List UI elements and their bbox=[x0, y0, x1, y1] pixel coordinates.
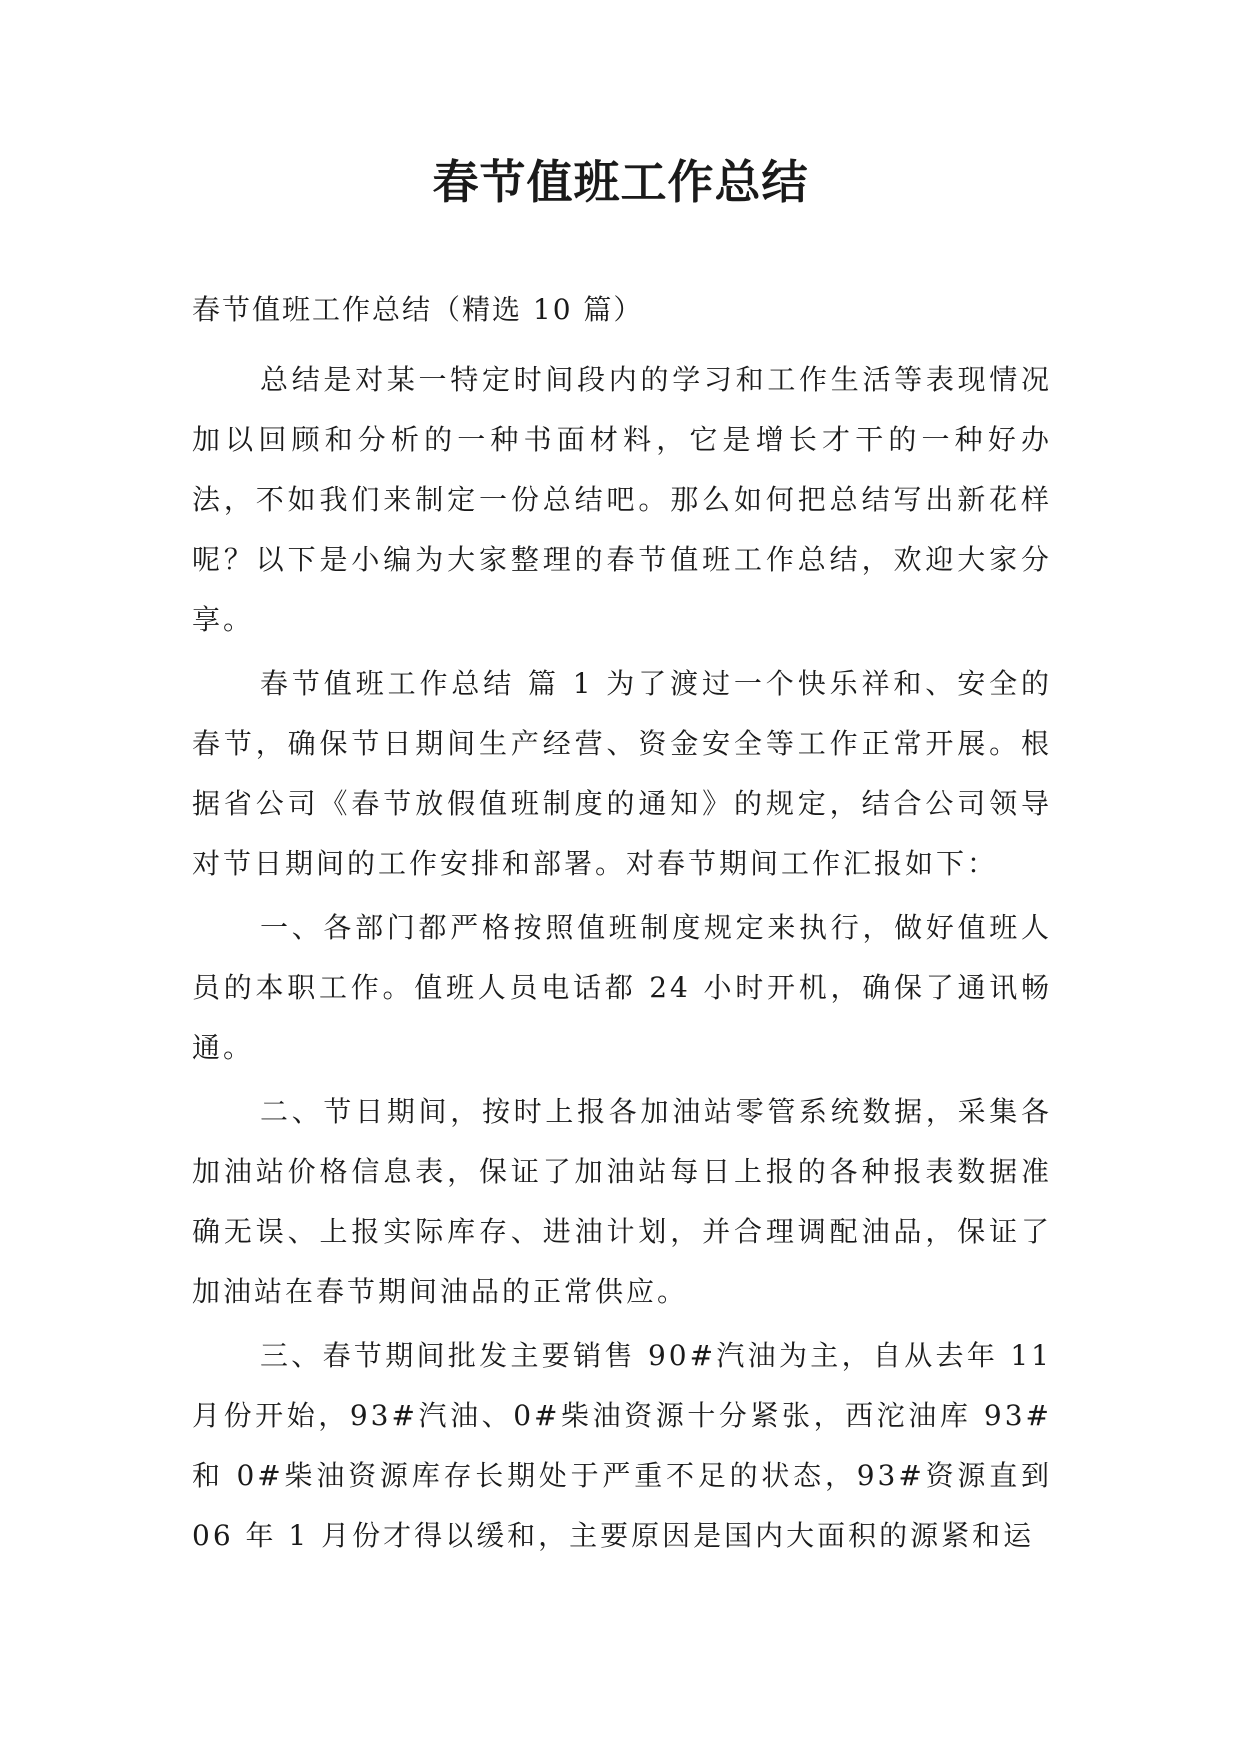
document-title: 春节值班工作总结 bbox=[432, 155, 809, 209]
paragraph-part-1: 春节值班工作总结 篇 1 为了渡过一个快乐祥和、安全的春节，确保节日期间生产经营、资金安全等工作正常开展。根据省公司《春节放假值班制度的通知》的规定，结合公司领导对节日期间的工作安排和部署。对春节期间工作汇报如下： bbox=[192, 667, 1052, 880]
document-body bbox=[192, 290, 1052, 1566]
paragraph-item-3: 三、春节期间批发主要销售 90#汽油为主，自从去年 11 月份开始，93#汽油、0#柴油资源十分紧张，西沱油库 93#和 0#柴油资源库存长期处于严重不足的状态，93#资源直到 06 年 1 月份才得以缓和，主要原因是国内大面积的源紧和运 bbox=[192, 1339, 1052, 1552]
document-subtitle: 春节值班工作总结（精选 10 篇） bbox=[192, 293, 644, 326]
paragraph-item-1: 一、各部门都严格按照值班制度规定来执行，做好值班人员的本职工作。值班人员电话都 24 小时开机，确保了通讯畅通。 bbox=[192, 911, 1052, 1064]
paragraph-intro: 总结是对某一特定时间段内的学习和工作生活等表现情况加以回顾和分析的一种书面材料，它是增长才干的一种好办法，不如我们来制定一份总结吧。那么如何把总结写出新花样呢？以下是小编为大家整理的春节值班工作总结，欢迎大家分享。 bbox=[192, 363, 1052, 636]
paragraph-item-2: 二、节日期间，按时上报各加油站零管系统数据，采集各加油站价格信息表，保证了加油站每日上报的各种报表数据准确无误、上报实际库存、进油计划，并合理调配油品，保证了加油站在春节期间油品的正常供应。 bbox=[192, 1095, 1052, 1308]
